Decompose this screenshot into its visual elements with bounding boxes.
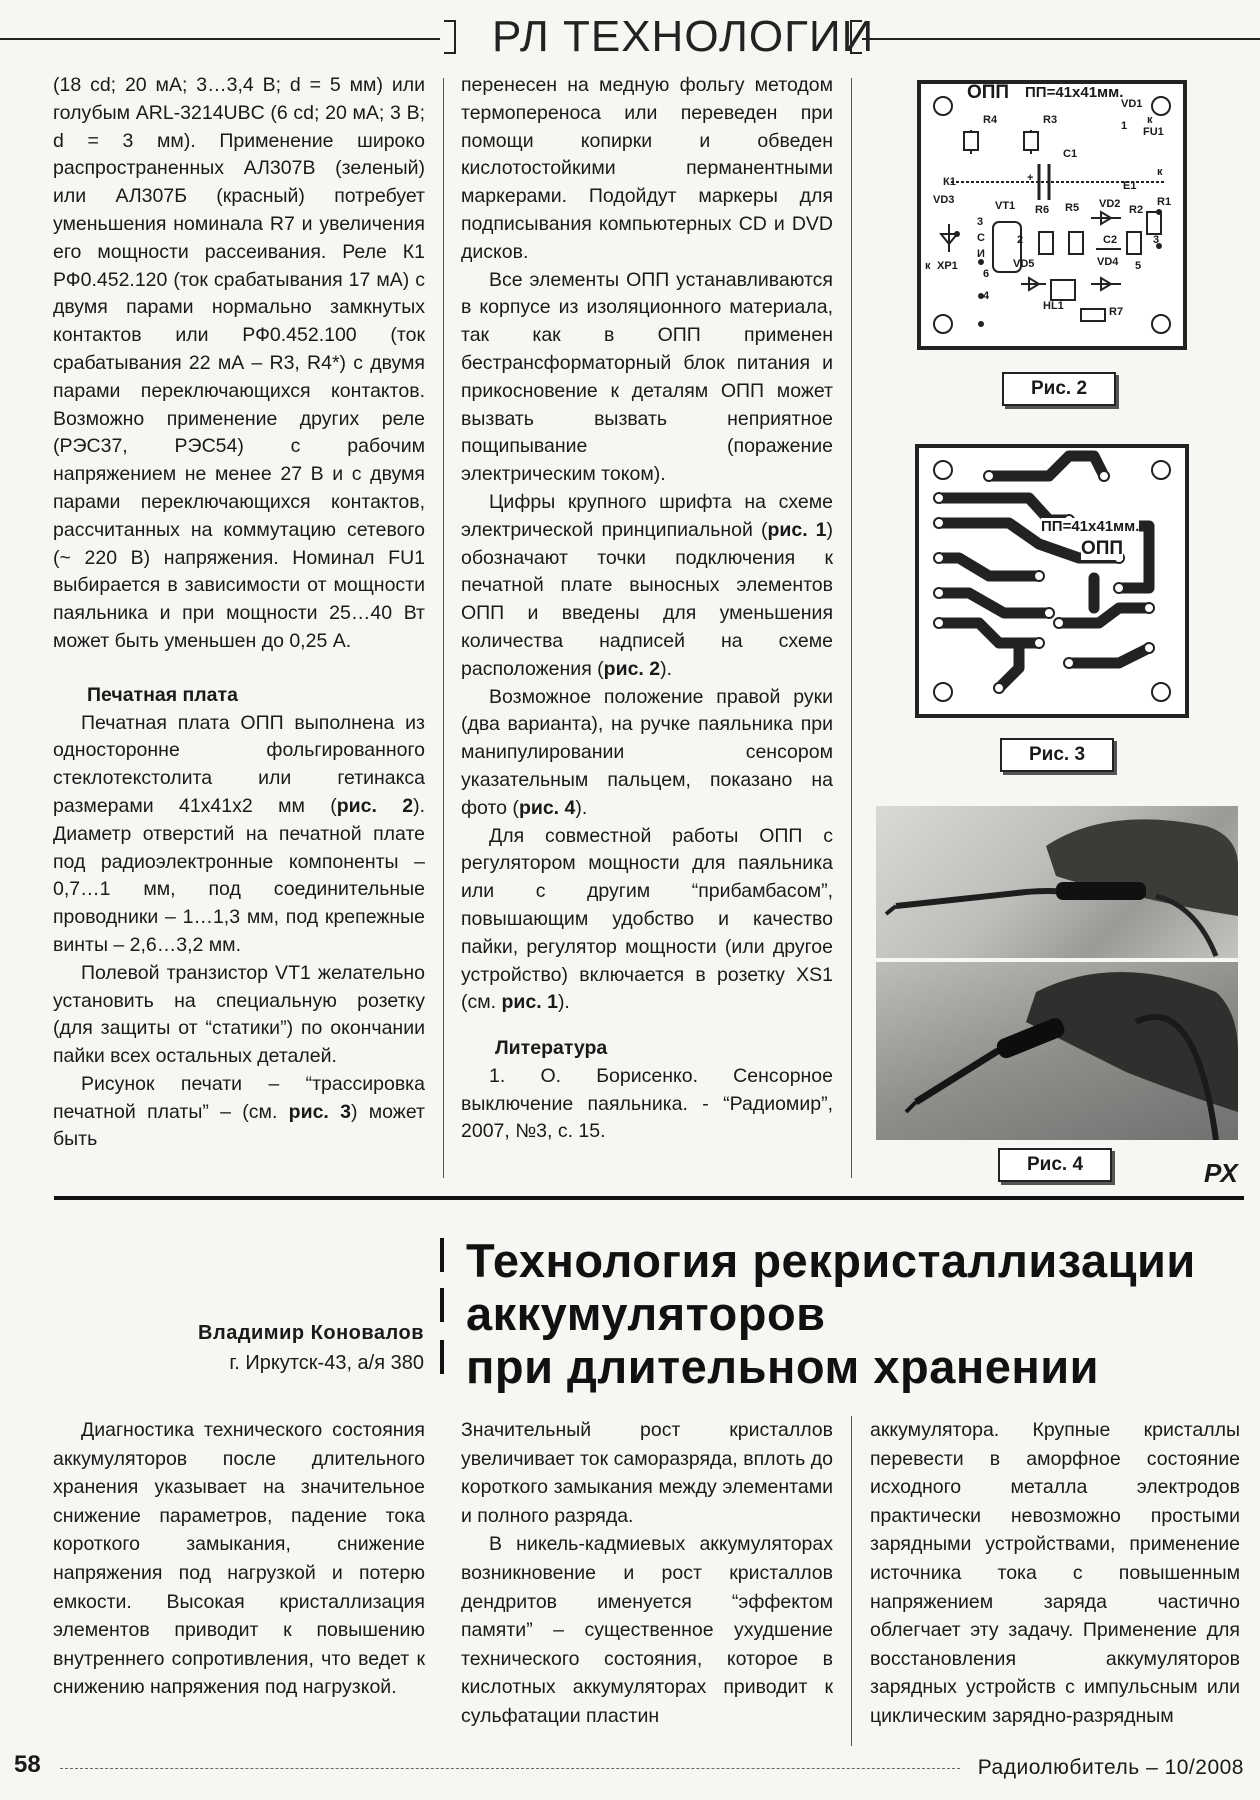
label-vd1: VD1 (1121, 98, 1143, 110)
label-r1: R1 (1157, 196, 1172, 208)
paragraph: перенесен на медную фольгу методом термопереноса или переведен при помощи копирки и обведен кислотостойкими перманентными маркерами. Подойдут маркеры для подписывания компьютерных CD и DVD дисков. (461, 74, 833, 263)
label-c2: C2 (1103, 234, 1118, 246)
paragraph: Для совместной работы ОПП с регулятором мощности для паяльника или с другим “прибамбасом”, повышающим удобство и качество пайки, регулятор мощности (или другое устройство) включается в розетку XS1 (см. рис. 1). (461, 824, 833, 1014)
article-column-3 (870, 1416, 1240, 1731)
article-column-2 (461, 1416, 833, 1731)
label-3b: 3 (1153, 234, 1160, 246)
figure-2-caption: Рис. 2 (1002, 372, 1116, 406)
section-title: РЛ ТЕХНОЛОГИИ (492, 12, 875, 61)
magazine-issue: Радиолюбитель – 10/2008 (977, 1756, 1244, 1779)
hand-with-soldering-iron-image (876, 962, 1238, 1140)
author-name: Владимир Коновалов (198, 1322, 424, 1344)
label-r6: R6 (1035, 204, 1050, 216)
pcb-traces-diagram (919, 448, 1185, 714)
paragraph: В никель-кадмиевых аккумуляторах возникновение и рост кристаллов дендритов именуется “эффектом памяти” – существенное ухудшение технического состояния, которое в кислотных аккумуляторах приводит к сульфатации пластин (461, 1533, 833, 1727)
column-1 (53, 72, 425, 1154)
label-vd4: VD4 (1097, 256, 1119, 268)
paragraph: Цифры крупного шрифта на схеме электрической принципиальной (рис. 1) обозначают точки подключения к печатной плате выносных элементов ОПП и введены для уменьшения количества надписей на схеме расположения (рис. 2). (461, 490, 833, 680)
paragraph: Диагностика технического состояния аккумуляторов после длительного хранения указывает на значительное снижение параметров, падение тока короткого замыкания, снижение напряжения под нагрузкой и потерю емкости. Высокая кристаллизация элементов приводит к повышению внутреннего сопротивления, что ведет к снижению напряжения под нагрузкой. (53, 1419, 425, 1699)
article-separator (54, 1196, 1244, 1200)
figure-4-caption: Рис. 4 (998, 1148, 1112, 1182)
paragraph: аккумулятора. Крупные кристаллы перевести в аморфное состояние исходного металла электродов практически невозможно простыми зарядными устройствами, применение источника тока с повышенным напряжением заряда частично облегчает эту задачу. Применение для восстановления аккумуляторов зарядных устройств с импульсным или циклическим зарядно-разрядным (870, 1419, 1240, 1727)
label-1: 1 (1121, 120, 1128, 132)
column-divider (851, 1416, 852, 1746)
label-k: к (925, 260, 931, 272)
label-6: 6 (983, 268, 990, 280)
reference-item: 1. О. Борисенко. Сенсорное выключение паяльника. - “Радиомир”, 2007, №3, с. 15. (461, 1064, 833, 1143)
footer-rule (60, 1768, 960, 1769)
figure-4-photo-bottom (876, 962, 1238, 1140)
article-title: Технология рекристаллизации аккумуляторов при длительном хранении (466, 1234, 1196, 1393)
label-r2: R2 (1129, 204, 1144, 216)
label-e1: E1 (1123, 180, 1137, 192)
paragraph: Возможное положение правой руки (два варианта), на ручке паяльника при манипулировании сенсором указательным пальцем, показано на фото (рис. 4). (461, 685, 833, 819)
author-address: г. Иркутск-43, а/я 380 (229, 1352, 424, 1374)
figure-3-title: ОПП (1081, 538, 1124, 559)
header-rule-left (0, 38, 440, 40)
label-fu1: FU1 (1143, 126, 1164, 138)
header-rule-right (862, 38, 1260, 40)
label-c: С (977, 232, 985, 244)
label-i: И (977, 248, 985, 260)
label-k: к (1157, 166, 1163, 178)
label-r4: R4 (983, 114, 998, 126)
label-k: к (1147, 114, 1153, 126)
header-bracket-left (444, 20, 456, 54)
page-number: 58 (14, 1751, 41, 1778)
label-hl1: HL1 (1043, 300, 1064, 312)
article-column-1 (53, 1416, 425, 1702)
header-bracket-right (850, 20, 862, 54)
label-r7: R7 (1109, 306, 1124, 318)
figure-2-board (917, 80, 1187, 350)
column-2 (461, 72, 833, 1146)
label-vt1: VT1 (995, 200, 1016, 212)
paragraph: Рисунок печати – “трассировка печатной платы” – (см. рис. 3) может быть (53, 1072, 425, 1151)
label-2: 2 (1017, 234, 1024, 246)
label-r3: R3 (1043, 114, 1058, 126)
paragraph: Все элементы ОПП устанавливаются в корпусе из изоляционного материала, так как в ОПП применен бестрансформаторный блок питания и прикосновение к деталям ОПП может вызвать вызвать неприятное пощипывание (поражение электрическим током). (461, 268, 833, 486)
label-c1: C1 (1063, 148, 1078, 160)
figure-4-photo-top (876, 806, 1238, 958)
label-xp1: XP1 (937, 260, 958, 272)
label-5: 5 (1135, 260, 1142, 272)
references-heading: Литература (495, 1037, 608, 1060)
title-bar (440, 1340, 444, 1374)
subheading: Печатная плата (87, 683, 238, 706)
label-vd5: VD5 (1013, 258, 1035, 270)
label-plus: + (1027, 172, 1034, 184)
label-vd2: VD2 (1099, 198, 1121, 210)
paragraph: Значительный рост кристаллов увеличивает ток саморазряда, вплоть до короткого замыкания между элементами и полного разряда. (461, 1419, 833, 1527)
figure-3-size: ПП=41x41мм. (1041, 518, 1140, 535)
author-block (198, 1318, 424, 1378)
figure-2-title: ОПП (967, 82, 1010, 103)
paragraph: Печатная плата ОПП выполнена из односторонне фольгированного стеклотекстолита или гетинакса размерами 41x41x2 мм (рис. 2). Диаметр отверстий на печатной плате под радиоэлектронные компоненты – 0,7…1 мм, под соединительные проводники – 1…1,3 мм, под крепежные винты – 2,6…3,2 мм. (53, 711, 425, 956)
column-divider (851, 78, 852, 1178)
label-r5: R5 (1065, 202, 1080, 214)
paragraph: Полевой транзистор VT1 желательно установить на специальную розетку (для защиты от “статики”) по окончании пайки всех остальных деталей. (53, 961, 425, 1068)
label-vd3: VD3 (933, 194, 955, 206)
title-bar (440, 1238, 444, 1272)
section-end-logo: РХ (1204, 1158, 1238, 1188)
figure-3-board (915, 444, 1189, 718)
label-3: 3 (977, 216, 984, 228)
hand-with-soldering-iron-image (876, 806, 1238, 958)
label-k1: К1 (943, 176, 956, 188)
figure-2-size: ПП=41x41мм. (1025, 84, 1124, 101)
paragraph: (18 cd; 20 мА; 3…3,4 В; d = 5 мм) или голубым ARL-3214UBC (6 cd; 20 мА; 3 В; d = 3 мм). Применение широко распространенных АЛ307В (зеленый) или АЛ307Б (красный) потребует уменьшения номинала R7 и увеличения его мощности рассеивания. Реле К1 РФ0.452.120 (ток срабатывания 17 мА) с двумя парами нормально замкнутых контактов или РФ0.452.100 (ток срабатывания 22 мА – R3, R4*) с двумя парами переключающихся контактов. Возможно применение других реле (РЭС37, РЭС54) с рабочим напряжением не менее 27 В и с двумя парами переключающихся контактов, рассчитанных на коммутацию сетевого (~ 220 В) напряжения. Номинал FU1 выбирается в зависимости от мощности паяльника и при мощности 25…40 Вт может быть уменьшен до 0,25 А. (53, 74, 425, 652)
column-divider (443, 78, 444, 1178)
label-4: 4 (983, 290, 990, 302)
figure-3-caption: Рис. 3 (1000, 738, 1114, 772)
title-bar (440, 1288, 444, 1322)
